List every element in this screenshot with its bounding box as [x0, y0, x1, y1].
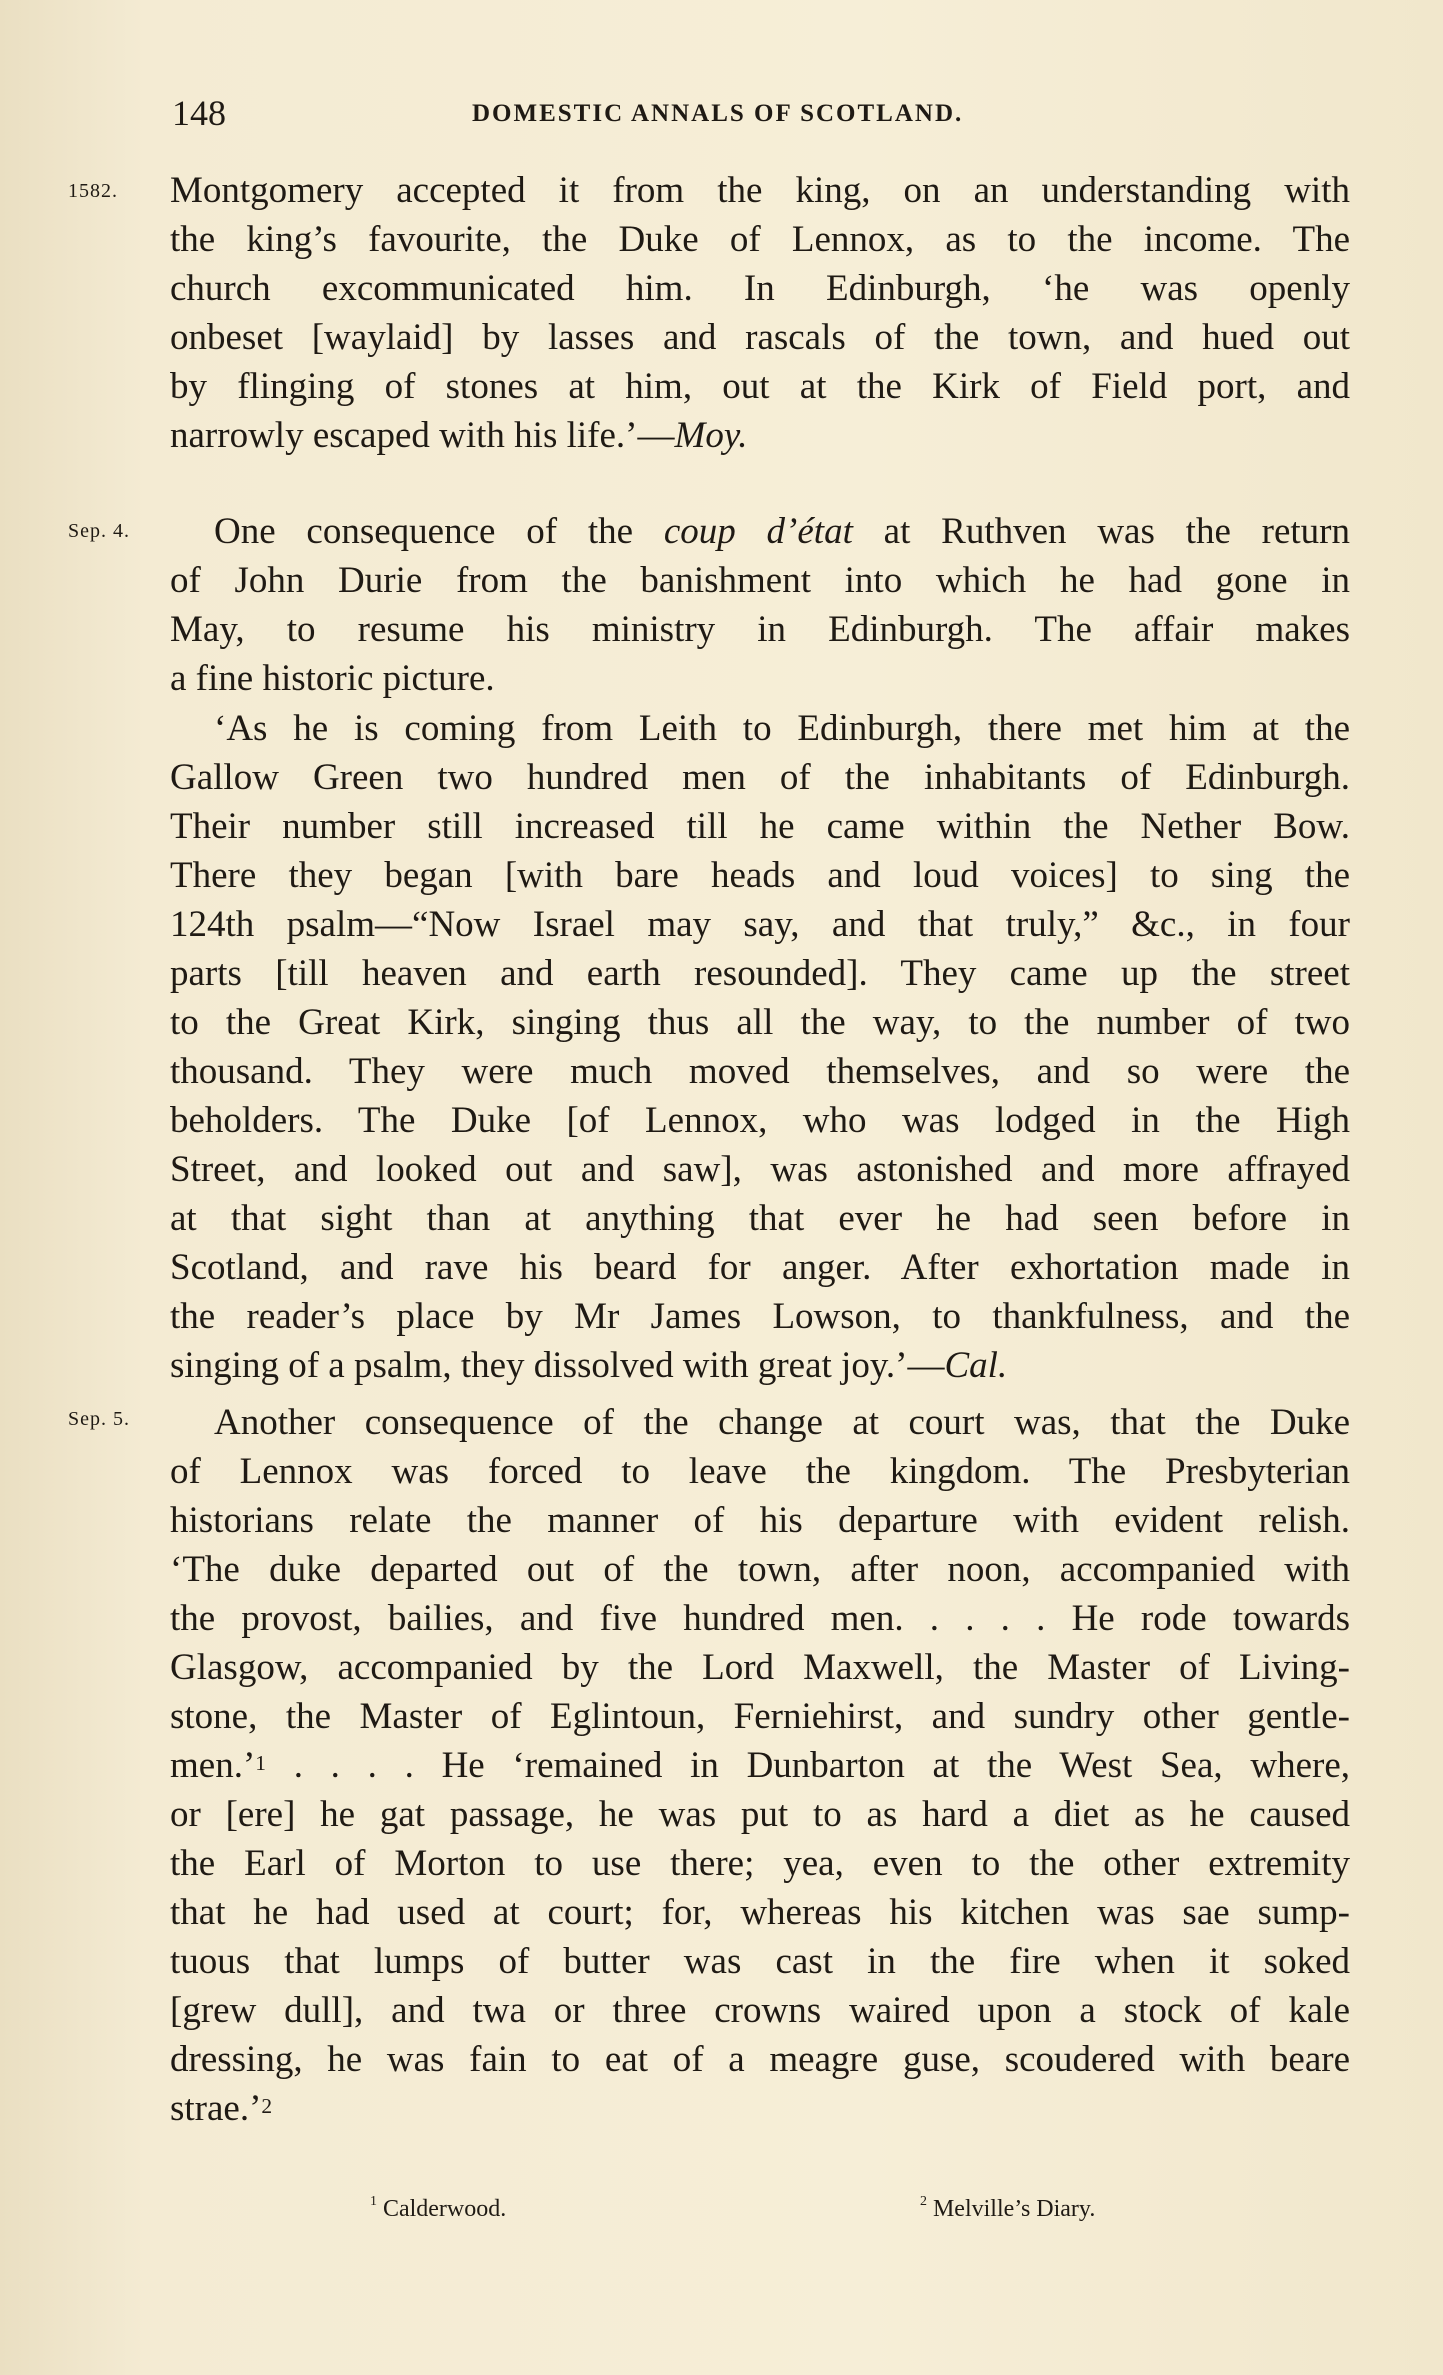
text-line: parts [till heaven and earth resounded]. They came up the street	[170, 953, 1350, 994]
text-segment: narrowly escaped with his life.’—	[170, 415, 675, 456]
text-line: the Earl of Morton to use there; yea, even to the other extremity	[170, 1843, 1350, 1884]
footnote-mark: 2	[920, 2194, 927, 2209]
text-line: to the Great Kirk, singing thus all the way, to the number of two	[170, 1002, 1350, 1043]
text-segment: One consequence of the	[214, 511, 664, 552]
text-segment: singing of a psalm, they dissolved with great joy.’—	[170, 1345, 945, 1386]
text-line: a fine historic picture.	[170, 658, 495, 699]
paragraph-lennox-departure	[170, 1398, 1350, 2133]
text-line: Montgomery accepted it from the king, on an understanding with	[170, 170, 1350, 211]
text-segment: at Ruthven was the return	[852, 511, 1350, 552]
text-line	[170, 2084, 1350, 2133]
text-line: the provost, bailies, and five hundred men. . . . . He rode towards	[170, 1598, 1350, 1639]
text-line: There they began [with bare heads and loud voices] to sing the	[170, 855, 1350, 896]
margin-note-sep5: Sep. 5.	[68, 1408, 130, 1430]
text-line: Another consequence of the change at court was, that the Duke	[214, 1402, 1350, 1443]
text-line: 124th psalm—“Now Israel may say, and that truly,” &c., in four	[170, 904, 1350, 945]
text-line	[170, 1741, 1350, 1790]
text-segment: strae.’	[170, 2088, 262, 2129]
text-line: of Lennox was forced to leave the kingdom. The Presbyterian	[170, 1451, 1350, 1492]
text-line: by flinging of stones at him, out at the Kirk of Field port, and	[170, 366, 1350, 407]
text-line	[170, 411, 1350, 460]
running-head: DOMESTIC ANNALS OF SCOTLAND.	[472, 100, 964, 127]
text-line: or [ere] he gat passage, he was put to as hard a diet as he caused	[170, 1794, 1350, 1835]
text-line: Gallow Green two hundred men of the inhabitants of Edinburgh.	[170, 757, 1350, 798]
paragraph-durie-return	[170, 507, 1350, 703]
text-line: church excommunicated him. In Edinburgh, ‘he was openly	[170, 268, 1350, 309]
text-line: Their number still increased till he came within the Nether Bow.	[170, 806, 1350, 847]
text-line: the king’s favourite, the Duke of Lennox, as to the income. The	[170, 219, 1350, 260]
text-line: at that sight than at anything that ever he had seen before in	[170, 1198, 1350, 1239]
page-header	[172, 92, 1352, 136]
footnote-ref: 1	[255, 1751, 267, 1775]
text-line: May, to resume his ministry in Edinburgh. The affair makes	[170, 609, 1350, 650]
footnote-text: Melville’s Diary.	[926, 2196, 1096, 2222]
source-citation: Moy.	[674, 415, 748, 456]
margin-note-sep4: Sep. 4.	[68, 520, 130, 542]
footnote-1	[370, 2196, 506, 2223]
text-line: that he had used at court; for, whereas his kitchen was sae sump-	[170, 1892, 1350, 1933]
text-line: the reader’s place by Mr James Lowson, to thankfulness, and the	[170, 1296, 1350, 1337]
paragraph-montgomery	[170, 166, 1350, 460]
text-line	[170, 1341, 1350, 1390]
text-line: ‘As he is coming from Leith to Edinburgh, there met him at the	[214, 708, 1350, 749]
paragraph-quotation	[170, 704, 1350, 1390]
text-line: [grew dull], and twa or three crowns waired upon a stock of kale	[170, 1990, 1350, 2031]
text-line: beholders. The Duke [of Lennox, who was lodged in the High	[170, 1100, 1350, 1141]
text-line: of John Durie from the banishment into which he had gone in	[170, 560, 1350, 601]
text-line: thousand. They were much moved themselves, and so were the	[170, 1051, 1350, 1092]
text-line: historians relate the manner of his departure with evident relish.	[170, 1500, 1350, 1541]
margin-note-year: 1582.	[68, 180, 118, 202]
source-citation: Cal.	[944, 1345, 1008, 1386]
italic-phrase: coup d’état	[663, 511, 853, 552]
text-line: Scotland, and rave his beard for anger. After exhortation made in	[170, 1247, 1350, 1288]
footnote-mark: 1	[370, 2194, 377, 2209]
text-line: stone, the Master of Eglintoun, Ferniehirst, and sundry other gentle-	[170, 1696, 1350, 1737]
text-line: Glasgow, accompanied by the Lord Maxwell, the Master of Living-	[170, 1647, 1350, 1688]
footnote-2	[920, 2196, 1095, 2223]
text-line: Street, and looked out and saw], was astonished and more affrayed	[170, 1149, 1350, 1190]
footnote-text: Calderwood.	[376, 2196, 507, 2222]
text-line: tuous that lumps of butter was cast in the fire when it soked	[170, 1941, 1350, 1982]
text-line: dressing, he was fain to eat of a meagre guse, scoudered with beare	[170, 2039, 1350, 2080]
text-line: ‘The duke departed out of the town, after noon, accompanied with	[170, 1549, 1350, 1590]
footnote-ref: 2	[261, 2094, 273, 2118]
text-line	[170, 507, 1350, 556]
text-segment: . . . . He ‘remained in Dunbarton at the West Sea, where,	[266, 1745, 1350, 1786]
page-number: 148	[172, 93, 226, 133]
text-segment: men.’	[170, 1745, 256, 1786]
text-line: onbeset [waylaid] by lasses and rascals of the town, and hued out	[170, 317, 1350, 358]
